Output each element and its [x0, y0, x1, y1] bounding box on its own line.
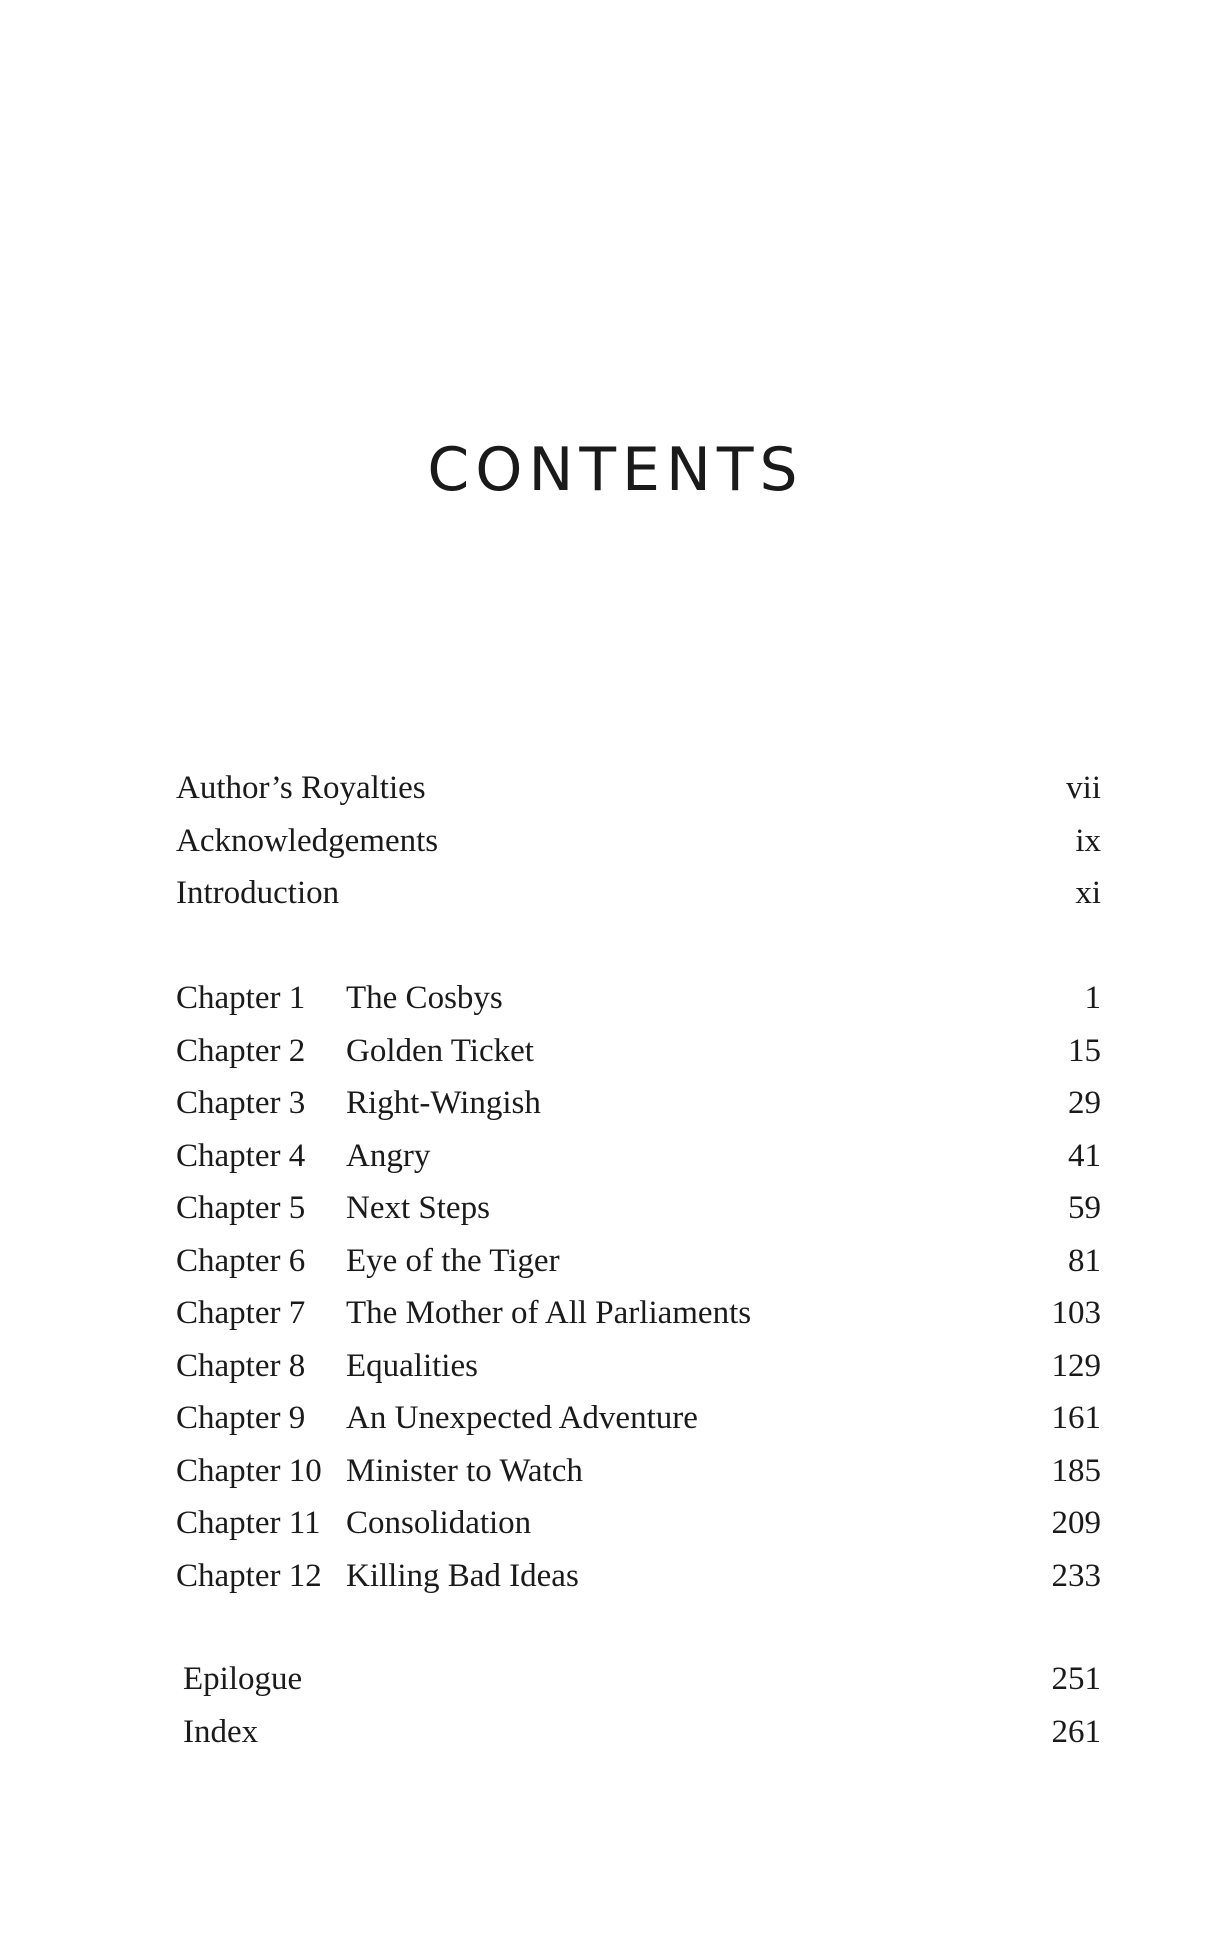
chapter-number: Chapter 12 — [176, 1557, 322, 1594]
page-title: CONTENTS — [427, 435, 804, 505]
entry-page-number: 261 — [1051, 1713, 1101, 1750]
chapter-entry — [176, 1137, 1101, 1193]
entry-label: Epilogue — [183, 1661, 303, 1697]
entry-page-number: 251 — [1051, 1661, 1101, 1697]
entry-label: Author’s Royalties — [176, 770, 426, 806]
entry-page-number: 209 — [1051, 1505, 1101, 1541]
chapter-number: Chapter 1 — [176, 980, 306, 1016]
chapter-entry — [176, 1347, 1101, 1403]
chapter-list — [176, 982, 1101, 1612]
chapter-title: Minister to Watch — [346, 1452, 583, 1489]
entry-page-number: xi — [1075, 875, 1101, 911]
chapter-entry — [176, 1402, 1101, 1455]
chapter-title: The Mother of All Parliaments — [346, 1295, 752, 1331]
chapter-title: Angry — [346, 1137, 431, 1174]
chapter-number: Chapter 4 — [176, 1137, 306, 1174]
toc-entry — [183, 1713, 1101, 1769]
chapter-number: Chapter 2 — [176, 1032, 306, 1069]
chapter-number: Chapter 3 — [176, 1085, 306, 1121]
chapter-entry — [176, 1297, 1101, 1350]
entry-page-number: 59 — [1068, 1190, 1101, 1226]
entry-page-number: vii — [1066, 770, 1101, 806]
entry-page-number: 129 — [1051, 1347, 1101, 1384]
chapter-title: Next Steps — [346, 1190, 490, 1226]
chapter-number: Chapter 10 — [176, 1452, 322, 1489]
back-matter-list — [183, 1663, 1101, 1768]
chapter-number: Chapter 8 — [176, 1347, 306, 1384]
chapter-entry — [176, 1192, 1101, 1245]
chapter-title: The Cosbys — [346, 980, 503, 1016]
chapter-title: Eye of the Tiger — [346, 1242, 560, 1279]
chapter-entry — [176, 982, 1101, 1035]
entry-label: Introduction — [176, 875, 340, 911]
chapter-entry — [176, 1242, 1101, 1298]
chapter-title: Killing Bad Ideas — [346, 1557, 579, 1594]
chapter-entry — [176, 1452, 1101, 1508]
chapter-number: Chapter 5 — [176, 1190, 306, 1226]
toc-entry — [176, 772, 1101, 825]
entry-page-number: 1 — [1084, 980, 1101, 1016]
front-matter-list — [176, 772, 1101, 930]
entry-page-number: 15 — [1068, 1032, 1101, 1069]
entry-page-number: 185 — [1051, 1452, 1101, 1489]
chapter-entry — [176, 1557, 1101, 1613]
entry-page-number: 29 — [1068, 1085, 1101, 1121]
entry-label: Index — [183, 1713, 259, 1750]
chapter-title: Golden Ticket — [346, 1032, 534, 1069]
entry-page-number: 81 — [1068, 1242, 1101, 1279]
entry-label: Acknowledgements — [176, 822, 439, 859]
chapter-number: Chapter 6 — [176, 1242, 306, 1279]
entry-page-number: ix — [1075, 822, 1101, 859]
toc-entry — [183, 1663, 1101, 1716]
chapter-number: Chapter 9 — [176, 1400, 306, 1436]
toc-entry — [176, 877, 1101, 930]
chapter-title: Right-Wingish — [346, 1085, 541, 1121]
chapter-number: Chapter 7 — [176, 1295, 306, 1331]
chapter-entry — [176, 1507, 1101, 1560]
chapter-entry — [176, 1032, 1101, 1088]
entry-page-number: 161 — [1051, 1400, 1101, 1436]
toc-entry — [176, 822, 1101, 878]
chapter-title: Equalities — [346, 1347, 478, 1384]
chapter-number: Chapter 11 — [176, 1505, 321, 1541]
chapter-title: Consolidation — [346, 1505, 532, 1541]
entry-page-number: 233 — [1051, 1557, 1101, 1594]
chapter-title: An Unexpected Adventure — [346, 1400, 698, 1436]
chapter-entry — [176, 1087, 1101, 1140]
entry-page-number: 103 — [1051, 1295, 1101, 1331]
entry-page-number: 41 — [1068, 1137, 1101, 1174]
